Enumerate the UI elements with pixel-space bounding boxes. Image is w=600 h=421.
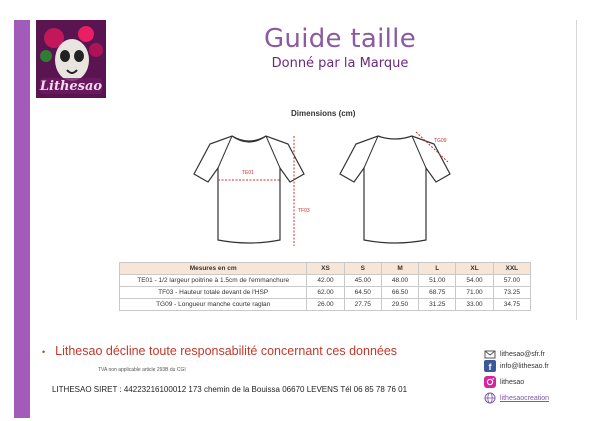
table-cell: 31.25 xyxy=(419,299,456,311)
table-row xyxy=(120,275,531,287)
column-header: XS xyxy=(307,263,344,275)
instagram-icon xyxy=(484,376,496,388)
email-icon xyxy=(484,348,496,360)
table-cell: 62.00 xyxy=(307,287,344,299)
accent-sidebar-bar xyxy=(14,20,30,418)
table-cell: 26.00 xyxy=(307,299,344,311)
page-subtitle: Donné par la Marque xyxy=(271,56,409,71)
table-cell: 71.00 xyxy=(456,287,493,299)
te01-label: TE01 xyxy=(242,170,254,176)
disclaimer-label: Lithesao décline toute responsabilité concernant ces données xyxy=(55,344,398,358)
table-cell: 57.00 xyxy=(493,275,530,287)
tshirt-front-diagram xyxy=(190,128,308,252)
column-header: L xyxy=(419,263,456,275)
contact-website[interactable] xyxy=(484,392,549,404)
table-cell: 66.50 xyxy=(381,287,418,299)
table-cell: 45.00 xyxy=(344,275,381,287)
table-cell: 33.00 xyxy=(456,299,493,311)
page-title: Guide taille xyxy=(263,24,416,54)
table-cell: 64.50 xyxy=(344,287,381,299)
figure-caption: Dimensions (cm) xyxy=(291,109,356,118)
table-cell: 54.00 xyxy=(456,275,493,287)
facebook-icon xyxy=(484,360,496,372)
facebook-text: info@lithesao.fr xyxy=(500,362,549,370)
contact-email[interactable] xyxy=(484,348,545,360)
contact-instagram[interactable] xyxy=(484,376,524,388)
logo-artwork xyxy=(36,20,106,98)
table-cell: 68.75 xyxy=(419,287,456,299)
brand-logo xyxy=(36,20,106,98)
size-table xyxy=(119,262,531,311)
table-cell: 73.25 xyxy=(493,287,530,299)
table-cell: 27.75 xyxy=(344,299,381,311)
table-row xyxy=(120,299,531,311)
column-header: Mesures en cm xyxy=(120,263,307,275)
bullet-icon: • xyxy=(42,347,46,357)
table-cell: TF03 - Hauteur totale devant de l'HSP xyxy=(120,287,307,299)
tf03-label: TF03 xyxy=(298,208,310,214)
column-header: M xyxy=(381,263,418,275)
table-cell: 34.75 xyxy=(493,299,530,311)
table-row xyxy=(120,287,531,299)
column-header: S xyxy=(344,263,381,275)
tshirt-back-diagram xyxy=(336,128,454,252)
table-header-row xyxy=(120,263,531,275)
right-border-line xyxy=(576,20,577,320)
svg-text:f: f xyxy=(488,362,492,372)
email-text: lithesao@sfr.fr xyxy=(500,350,545,358)
tva-notice: TVA non applicable article 293B du CGI xyxy=(98,367,186,373)
table-cell: 48.00 xyxy=(381,275,418,287)
svg-text:Lithesao: Lithesao xyxy=(39,79,103,94)
table-cell: TE01 - 1/2 largeur poitrine à 1.5cm de l'emmanchure xyxy=(120,275,307,287)
table-cell: TG09 - Longueur manche courte raglan xyxy=(120,299,307,311)
table-cell: 51.00 xyxy=(419,275,456,287)
column-header: XXL xyxy=(493,263,530,275)
instagram-text: lithesao xyxy=(500,378,525,386)
column-header: XL xyxy=(456,263,493,275)
company-info: LITHESAO SIRET : 44223216100012 173 chemin de la Bouissa 06670 LEVENS Tél 06 85 78 76 01 xyxy=(52,385,408,394)
disclaimer-text xyxy=(42,344,397,358)
contact-facebook[interactable] xyxy=(484,360,549,372)
page-header xyxy=(240,24,440,71)
website-link[interactable]: lithesaocreation xyxy=(500,394,550,402)
table-cell: 42.00 xyxy=(307,275,344,287)
table-cell: 29.50 xyxy=(381,299,418,311)
globe-icon xyxy=(484,392,496,404)
tg09-label: TG09 xyxy=(434,138,447,144)
